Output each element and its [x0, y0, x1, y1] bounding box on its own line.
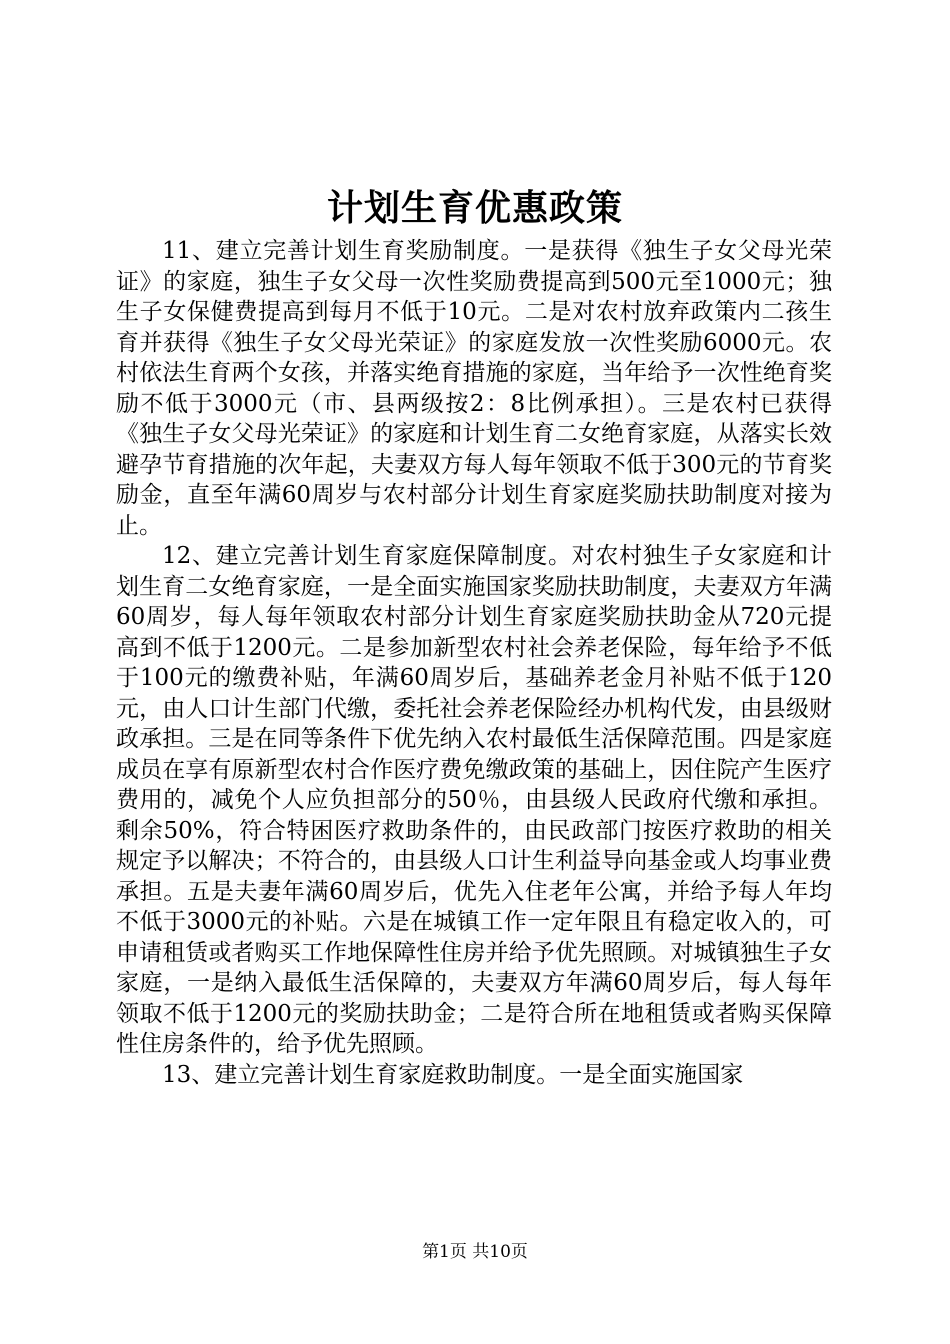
document-body	[116, 236, 832, 1090]
paragraph-13: 13、建立完善计划生育家庭救助制度。一是全面实施国家	[162, 1061, 744, 1088]
paragraph-11: 11、建立完善计划生育奖励制度。一是获得《独生子女父母光荣证》的家庭，独生子女父母一次性奖励费提高到500元至1000元；独生子女保健费提高到每月不低于10元。二是对农村放弃政策内二孩生育并获得《独生子女父母光荣证》的家庭发放一次性奖励6000元。农村依法生育两个女孩，并落实绝育措施的家庭，当年给予一次性绝育奖励不低于3000元（市、县两级按2：8比例承担）。三是农村已获得《独生子女父母光荣证》的家庭和计划生育二女绝育家庭，从落实长效避孕节育措施的次年起，夫妻双方每人每年领取不低于300元的节育奖励金，直至年满60周岁与农村部分计划生育家庭奖励扶助制度对接为止。	[116, 238, 832, 539]
page-footer: 第1页 共10页	[422, 1242, 528, 1262]
document-title: 计划生育优惠政策	[326, 187, 623, 229]
paragraph-12: 12、建立完善计划生育家庭保障制度。对农村独生子女家庭和计划生育二女绝育家庭，一是全面实施国家奖励扶助制度，夫妻双方年满60周岁，每人每年领取农村部分计划生育家庭奖励扶助金从720元提高到不低于1200元。二是参加新型农村社会养老保险，每年给予不低于100元的缴费补贴，年满60周岁后，基础养老金月补贴不低于120元，由人口计生部门代缴，委托社会养老保险经办机构代发，由县级财政承担。三是在同等条件下优先纳入农村最低生活保障范围。四是家庭成员在享有原新型农村合作医疗费免缴政策的基础上，因住院产生医疗费用的，减免个人应负担部分的50％，由县级人民政府代缴和承担。剩余50%，符合特困医疗救助条件的，由民政部门按医疗救助的相关规定予以解决；不符合的，由县级人口计生利益导向基金或人均事业费承担。五是夫妻年满60周岁后，优先入住老年公寓，并给予每人年均不低于3000元的补贴。六是在城镇工作一定年限且有稳定收入的，可申请租赁或者购买工作地保障性住房并给予优先照顾。对城镇独生子女家庭，一是纳入最低生活保障的，夫妻双方年满60周岁后，每人每年领取不低于1200元的奖励扶助金；二是符合所在地租赁或者购买保障性住房条件的，给予优先照顾。	[116, 543, 832, 1057]
